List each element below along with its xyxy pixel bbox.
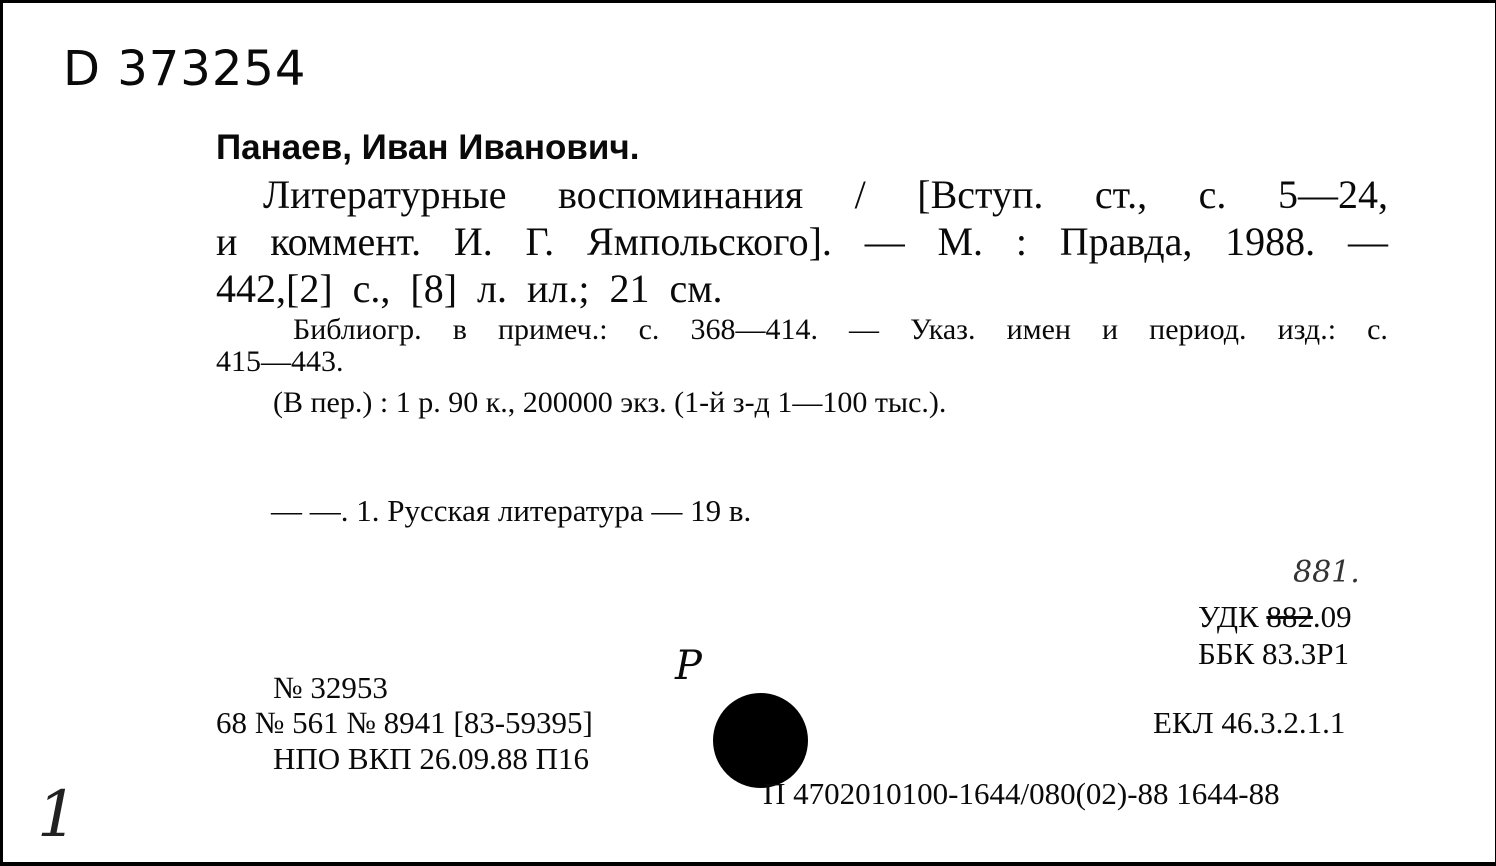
- print-codes: 68 № 561 № 8941 [83-59395]: [216, 705, 593, 740]
- word: с.: [1367, 313, 1388, 346]
- word: 368—414.: [690, 313, 818, 346]
- price-note: (В пер.) : 1 р. 90 к., 200000 экз. (1-й з-д 1—100 тыс.).: [273, 386, 947, 419]
- word: с.: [1198, 172, 1227, 217]
- word: Литературные: [263, 172, 507, 217]
- npo-line: НПО ВКП 26.09.88 П16: [273, 741, 590, 776]
- word: и: [1102, 313, 1119, 346]
- publisher-code: П 4702010100-1644/080(02)-88 1644-88: [763, 776, 1280, 811]
- word: Г.: [525, 219, 555, 264]
- word: И.: [453, 219, 493, 264]
- word: примеч.:: [497, 313, 608, 346]
- word: —: [864, 219, 905, 264]
- bibliography-note-continued: 415—443.: [216, 345, 344, 378]
- word: коммент.: [270, 219, 422, 264]
- handwritten-udk-correction: 881.: [1293, 555, 1360, 590]
- udk-struck-digits: 882: [1266, 599, 1313, 634]
- word: ст.,: [1094, 172, 1148, 217]
- bibliography-note: [293, 313, 1388, 347]
- word: имен: [1006, 313, 1071, 346]
- word: /: [854, 172, 866, 217]
- word: :: [1015, 219, 1027, 264]
- word: 1988.: [1225, 219, 1316, 264]
- udk-suffix: .09: [1312, 599, 1352, 634]
- word: М.: [937, 219, 984, 264]
- word: в: [452, 313, 467, 346]
- word: с.: [638, 313, 660, 346]
- handwritten-number: 1: [37, 778, 78, 852]
- word: —: [849, 313, 880, 346]
- word: Правда,: [1059, 219, 1193, 264]
- bbk-code: ББК 83.3Р1: [1198, 636, 1350, 671]
- word: [Вступ.: [917, 172, 1044, 217]
- word: Ямпольского].: [586, 219, 832, 264]
- physical-description: 442,[2] с., [8] л. ил.; 21 см.: [216, 266, 723, 311]
- word: —: [1347, 219, 1388, 264]
- subject-heading: — —. 1. Русская литература — 19 в.: [271, 493, 752, 528]
- handwritten-mark: P: [675, 643, 702, 689]
- word: Библиогр.: [293, 313, 422, 346]
- author-name: Панаев, Иван Иванович.: [216, 128, 640, 167]
- word: и: [216, 219, 238, 264]
- udk-code: [1198, 599, 1352, 635]
- order-number: № 32953: [273, 670, 388, 705]
- word: период.: [1149, 313, 1247, 346]
- catalog-number: D 373254: [63, 41, 307, 97]
- word: изд.:: [1277, 313, 1337, 346]
- word: 5—24,: [1277, 172, 1388, 217]
- punch-hole: [713, 693, 808, 788]
- word: Указ.: [910, 313, 976, 346]
- description-line-1: [263, 171, 1388, 218]
- description-line-2: [216, 218, 1388, 265]
- ekl-code: ЕКЛ 46.3.2.1.1: [1153, 705, 1346, 740]
- udk-label: УДК: [1198, 599, 1259, 634]
- word: воспоминания: [558, 172, 804, 217]
- description-line-3: [216, 265, 1388, 312]
